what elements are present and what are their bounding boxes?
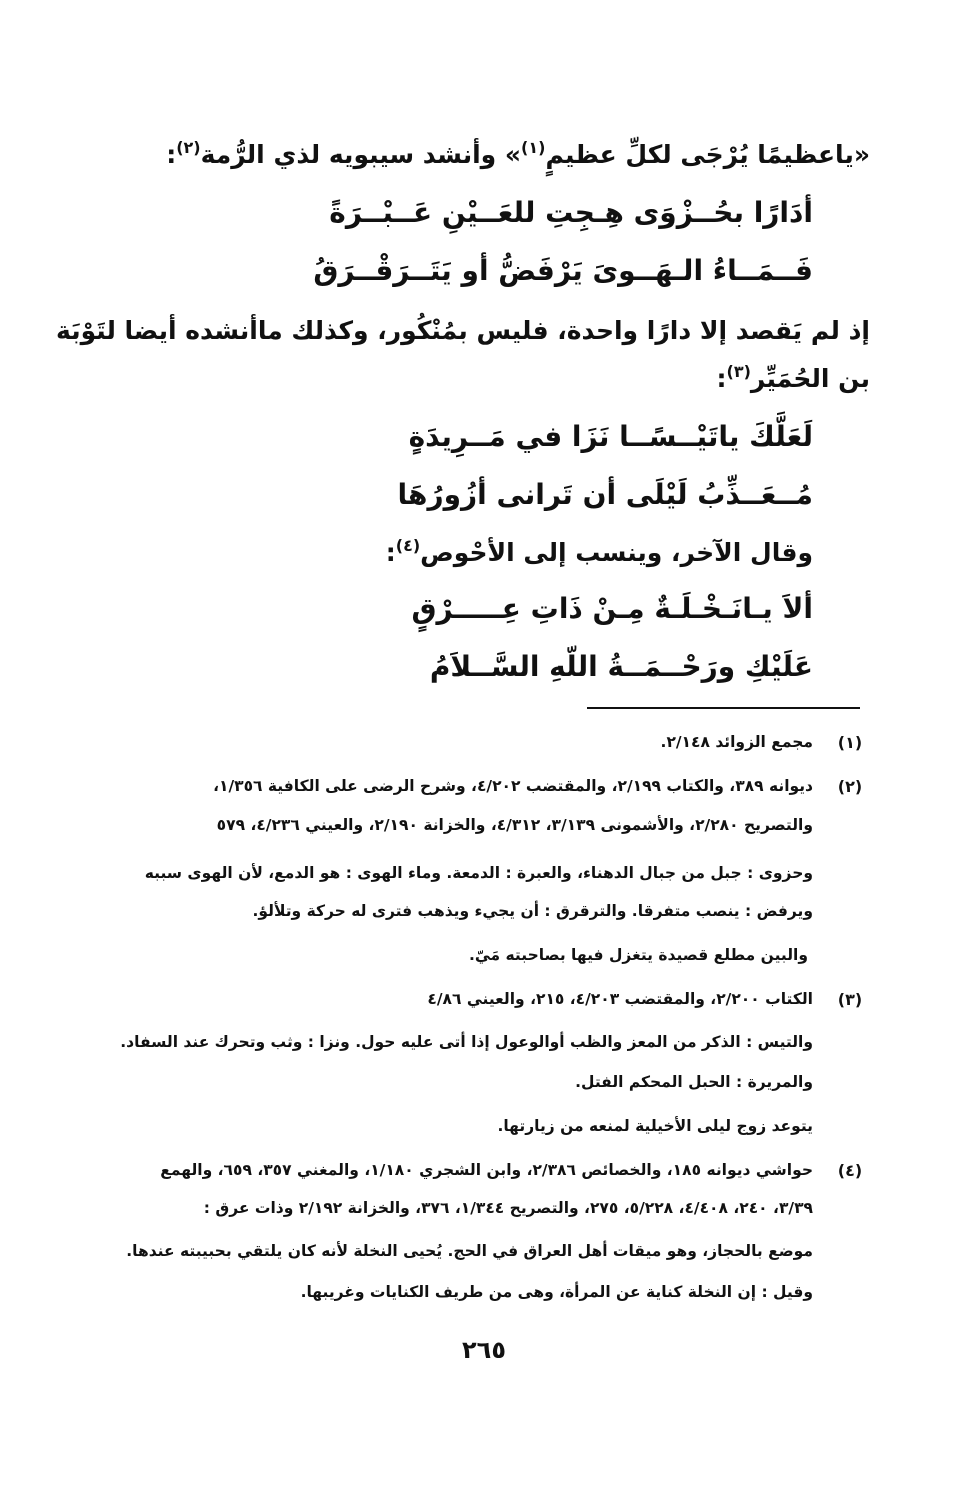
verse-3-first-hemistich: ألاَ يـانَـخْـلَـةٌ مِـنْ ذَاتِ عِـــــرْقٍ <box>411 592 813 625</box>
body-text: : <box>166 140 177 169</box>
footnote-4-line-3: موضع بالحجاز، وهو ميقات أهل العراق في الحج. يُحيى النخلة لأنه كان يلتقي بحبيبته عندها. <box>126 1242 813 1260</box>
footnote-4-line-4: وقيل : إن النخلة كناية عن المرأة، وهى من طريف الكنايات وغريبها. <box>300 1283 813 1301</box>
body-line-3 <box>717 364 870 393</box>
body-text: : <box>716 364 727 393</box>
footnote-number: (١) <box>837 733 863 752</box>
footnote-ref: (٣) <box>726 362 751 381</box>
verse-1-first-hemistich: أدَارًا بحُــزْوَى هِـجِتِ للعَــيْنِ عَــبْــرَةً <box>329 196 813 229</box>
footnote-2-line-5: والبين مطلع قصيدة يتغزل فيها بصاحبته مَيّ. <box>468 946 808 964</box>
footnote-3-line-3: والمريرة : الحبل المحكم الفتل. <box>575 1073 813 1091</box>
footnote-2-line-3: وحزوى : جبل من جبال الدهناء، والعبرة : الدمعة. وماء الهوى : هو الدمع، لأن الهوى سببه <box>144 864 813 882</box>
footnote-ref: (٤) <box>395 536 421 555</box>
body-text: » وأنشد سيبويه لذي الرُّمة <box>200 140 522 169</box>
page-number: ٢٦٥ <box>462 1336 506 1364</box>
footnote-number: (٣) <box>837 990 863 1009</box>
footnote-2-line-2: والتصريح ٢/٢٨٠، والأشمونى ٣/١٣٩، ٤/٣١٢، والخزانة ٢/١٩٠، والعيني ٤/٢٣٦، ٥٧٩ <box>216 816 813 834</box>
body-text: : <box>385 538 396 567</box>
footnote-4-line-2: ٣/٣٩، ٢٤٠، ٤/٤٠٨، ٥/٢٢٨، ٢٧٥، والتصريح ١/٣٤٤، ٣٧٦، والخزانة ٢/١٩٢ وذات عرق : <box>203 1199 813 1217</box>
footnote-3-line-2: والتيس : الذكر من المعز والظب أوالوعول إذا أتى عليه حول. ونزا : وثب وتحرك عند السفاد. <box>120 1033 813 1051</box>
body-text: وقال الآخر، وينسب إلى الأحْوص <box>420 538 813 567</box>
body-text: بن الحُمَيِّر <box>750 364 870 393</box>
verse-2-second-hemistich: مُــعَــذِّبُ لَيْلَى أن تَرانى أزُورُهَا <box>397 478 813 511</box>
footnote-number: (٢) <box>837 777 863 796</box>
verse-1-second-hemistich: فَــمَــاءُ الـهَــوىَ يَرْفَضُّ أو يَتَــرَقْــرَقُ <box>313 254 813 287</box>
footnote-separator <box>587 707 860 709</box>
footnote-ref: (٢) <box>176 138 201 157</box>
verse-3-second-hemistich: عَلَيْكِ ورَحْــمَــةُ اللّهِ السَّــلاَمُ <box>429 650 813 683</box>
footnote-number: (٤) <box>837 1161 863 1180</box>
body-line-2: إذ لم يَقصد إلا دارًا واحدة، فليس بمُنْكُور، وكذلك ماأنشده أيضا لتَوْبَة <box>56 316 870 345</box>
footnote-1-line-1: مجمع الزوائد ٢/١٤٨. <box>660 733 813 751</box>
body-line-1 <box>166 140 870 169</box>
verse-2-first-hemistich: لَعَلَّكَ ياتَيْــسًــا نَزَا في مَــرِيدَةٍ <box>408 420 813 453</box>
body-line-4 <box>386 538 813 567</box>
footnote-4-line-1: حواشي ديوانه ١٨٥، والخصائص ٢/٣٨٦، وابن الشجري ١/١٨٠، والمغني ٣٥٧، ٦٥٩، والهمع <box>160 1161 813 1179</box>
footnote-ref: (١) <box>521 138 546 157</box>
footnote-2-line-4: ويرفض : ينصب متفرقا. والترقرق : أن يجيء ويذهب فترى له حركة وتلألؤ. <box>252 902 813 920</box>
footnote-3-line-1: الكتاب ٢/٢٠٠، والمقتضب ٤/٢٠٣، ٢١٥، والعيني ٤/٨٦ <box>427 990 813 1008</box>
footnote-2-line-1: ديوانه ٣٨٩، والكتاب ٢/١٩٩، والمقتضب ٤/٢٠٢، وشرح الرضى على الكافية ١/٣٥٦، <box>213 777 813 795</box>
body-text: «ياعظيمًا يُرْجَى لكلِّ عظيمٍ <box>545 140 870 169</box>
footnote-3-line-4: يتوعد زوج ليلى الأخيلية لمنعه من زيارتها. <box>497 1117 813 1135</box>
